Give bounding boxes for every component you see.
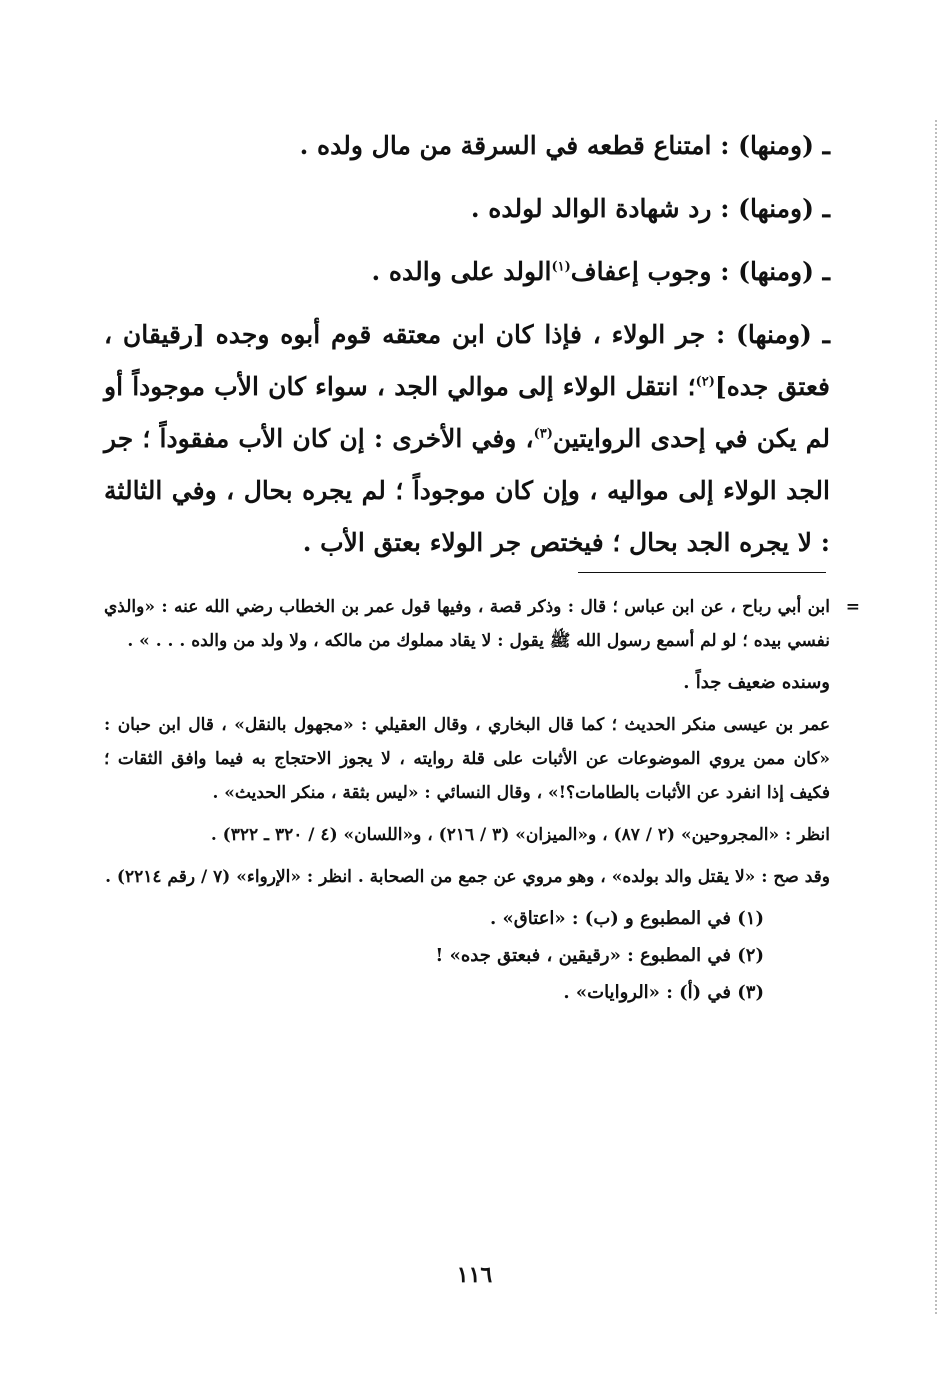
footnote-note: (١) في المطبوع و (ب) : «اعتاق» . (489, 908, 764, 929)
page-number: ١١٦ (456, 1262, 493, 1288)
item-text: امتناع قطعه في السرقة من مال ولده . (299, 131, 712, 160)
item-dash: ـ (822, 194, 830, 223)
continuation-mark: = (845, 597, 860, 617)
footnote-ref[interactable]: (٣) (533, 426, 553, 442)
item-dash: ـ (822, 320, 830, 349)
item-separator: : (720, 257, 730, 286)
item-text: رد شهادة الوالد لولده . (470, 194, 712, 223)
footnote-ref[interactable]: (١) (551, 259, 571, 275)
footnote-paragraph: انظر : «المجروحين» (٢ / ٨٧) ، و«الميزان» (٣ / ٢١٦) ، و«اللسان» (٤ / ٣٢٠ ـ ٣٢٢) . (210, 825, 830, 845)
footnote-paragraph: ابن أبي رباح ، عن ابن عباس ؛ قال : وذكر قصة ، وفيها قول عمر بن الخطاب رضي الله عنه : «والذي نفسي بيده ؛ لو لم أسمع رسول الله ﷺ يقول : لا يقاد مملوك من مالكه ، ولا ولد من والده . . . » . (104, 597, 830, 651)
item-text: وجوب إعفاف (570, 257, 712, 286)
item-separator: : (720, 131, 730, 160)
item-text: جر الولاء ، فإذا كان ابن معتقه قوم أبوه وجده [رقيقان ، فعتق جده] (104, 320, 830, 401)
footnote-note: (٢) في المطبوع : «رقيقين ، فبعتق جده» ! (435, 945, 764, 966)
list-item (104, 246, 830, 298)
item-separator: : (720, 194, 730, 223)
item-text: الولد على والده . (371, 257, 552, 286)
footnote-ref[interactable]: (٢) (695, 374, 715, 390)
item-text: ، وفي الأخرى : إن كان الأب مفقوداً ؛ جر الجد الولاء إلى مواليه ، وإن كان موجوداً ؛ لم يجره بحال ، وفي الثالثة : لا يجره الجد بحال ؛ فيختص جر الولاء بعتق الأب . (104, 424, 830, 557)
main-text (104, 120, 830, 569)
footnote-paragraph: وقد صح : «لا يقتل والد بولده» ، وهو مروي عن جمع من الصحابة . انظر : «الإرواء» (٧ / رقم ٢٢١٤) . (105, 867, 830, 887)
item-dash: ـ (822, 257, 830, 286)
item-separator: : (716, 320, 726, 349)
list-item (104, 183, 830, 235)
item-keyword: (ومنها) (738, 257, 814, 286)
item-text: ؛ انتقل الولاء إلى موالي الجد ، سواء كان الأب موجوداً أو لم يكن في إحدى الروايتين (104, 372, 830, 453)
item-keyword: (ومنها) (738, 194, 814, 223)
page-edge-dots (935, 120, 937, 1314)
footnote-paragraph: وسنده ضعيف جداً . (683, 672, 830, 693)
list-item (104, 309, 830, 569)
list-item (104, 120, 830, 172)
footnote-note: (٣) في (أ) : «الروايات» . (563, 982, 764, 1003)
item-dash: ـ (822, 131, 830, 160)
footnotes (104, 590, 860, 1011)
footnote-separator (578, 572, 826, 573)
item-keyword: (ومنها) (738, 131, 814, 160)
footnote-paragraph: عمر بن عيسى منكر الحديث ؛ كما قال البخاري ، وقال العقيلي : «مجهول بالنقل» ، قال ابن حبان : «كان ممن يروي الموضوعات عن الأثبات على قلة روايته ، لا يجوز الاحتجاج به فيما وافق الثقات ؛ فكيف إذا انفرد عن الأثبات بالطامات؟!» ، وقال النسائي : «ليس بثقة ، منكر الحديث» . (104, 715, 830, 803)
item-keyword: (ومنها) (736, 320, 812, 349)
